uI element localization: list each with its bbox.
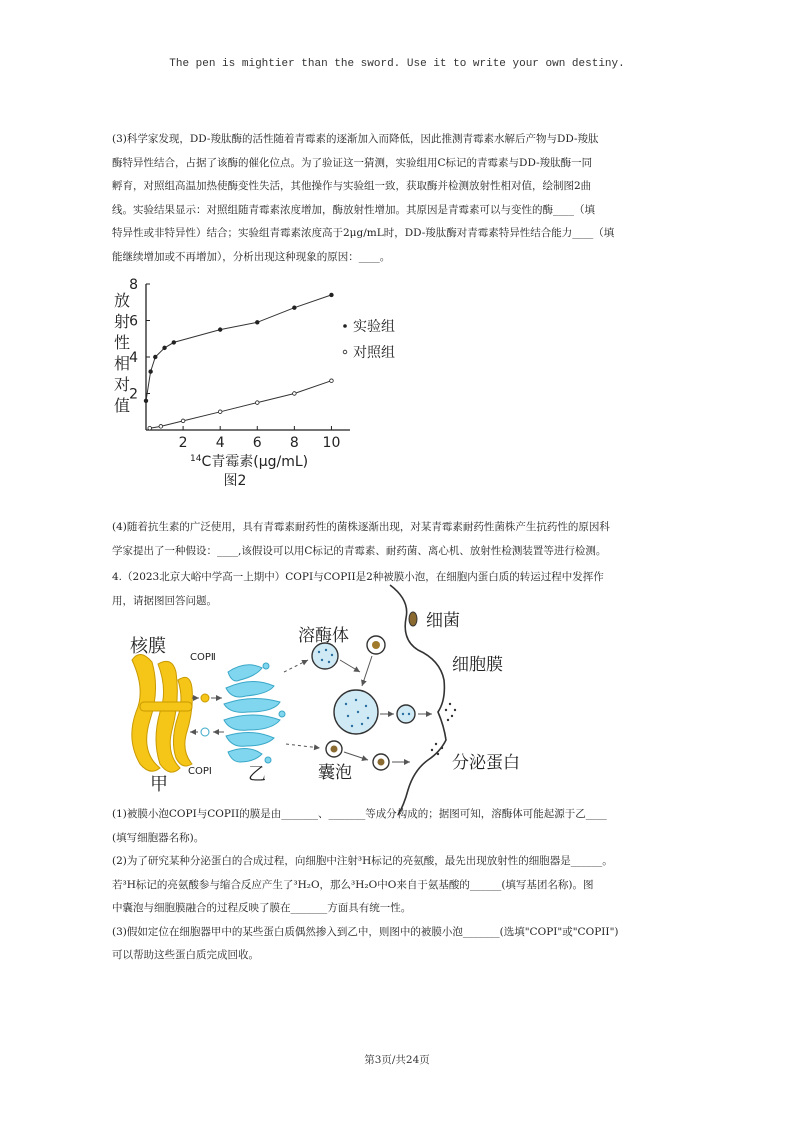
text-line: 线。实验结果显示：对照组随青霉素浓度增加，酶放射性增加。其原因是青霉素可以与变性的酶____（填 [112,203,595,216]
y-axis-label-char: 性 [113,333,131,352]
copI-vesicle [201,728,209,736]
text-line: 特异性或非特异性）结合；实验组青霉素浓度高于2μg/mL时，DD-羧肽酶对青霉素特异性结合能力____（填 [112,227,615,239]
x-tick-label: 10 [322,435,341,451]
x-axis-label-superscript: 14 [190,454,202,464]
lysosome [312,643,338,669]
y-tick-label: 6 [129,313,138,330]
text-line: 孵育，对照组高温加热使酶变性失活，其他操作与实验组一致，获取酶并检测放射性相对值，绘制图2曲 [112,180,592,192]
y-tick-label: 2 [129,386,138,403]
engulfed-bacterium [372,641,380,649]
legend-label-experiment: 实验组 [353,319,395,335]
page-header-motto: The pen is mightier than the sword. Use it to write your own destiny. [169,58,625,70]
arrow [344,752,368,760]
label-bacteria: 细菌 [426,611,460,631]
label-vesicle: 囊泡 [318,763,352,783]
y-axis-label-char: 射 [113,312,131,331]
text-line: 能继续增加或不再增加），分析出现这种现象的原因：____。 [112,250,391,263]
x-tick-label: 6 [252,435,262,451]
legend-label-control: 对照组 [353,345,395,361]
label-copII: COPⅡ [190,652,216,663]
text-line: (3)科学家发现，DD-羧肽酶的活性随着青霉素的逐渐加入而降低，因此推测青霉素水解后产物与DD-羧肽 [112,133,599,145]
label-lysosome: 溶酶体 [298,626,349,646]
residual-body [397,705,415,723]
text-line: 4.（2023北京大峪中学高一上期中）COPI与COPII是2种被膜小泡，在细胞内蛋白质的转运过程中发挥作 [112,571,604,583]
figure-caption: 图2 [223,473,247,489]
y-axis-label-char: 对 [113,375,131,394]
label-cell-membrane: 细胞膜 [452,655,503,675]
arrow [340,660,360,672]
copII-vesicle [201,694,209,702]
dashed-arrow [284,660,308,672]
y-axis-label-char: 放 [113,291,131,310]
page-footer: 第3页/共24页 [364,1054,430,1066]
text-line: (1)被膜小泡COPI与COPII的膜是由_______、_______等成分构成的；据图可知，溶酶体可能起源于乙____ [112,808,607,820]
text-line: 酶特异性结合，占据了该酶的催化位点。为了验证这一猜测，实验组用C标记的青霉素与DD-羧肽酶一同 [112,156,593,169]
x-tick-label: 2 [178,435,188,451]
text-line: (2)为了研究某种分泌蛋白的合成过程，向细胞中注射³H标记的亮氨酸，最先出现放射性的细胞器是______。 [112,855,613,867]
label-nuclear-membrane: 核膜 [130,636,166,657]
text-line: (填写细胞器名称)。 [112,831,205,844]
text-line: (3)假如定位在细胞器甲中的某些蛋白质偶然掺入到乙中，则图中的被膜小泡_______(选填"COPI"或"COPII") [112,925,619,938]
arrow [362,656,372,686]
text-line: 可以帮助这些蛋白质完成回收。 [112,949,259,961]
y-axis-label-char: 相 [113,354,131,373]
text-line: (4)随着抗生素的广泛使用，具有青霉素耐药性的菌株逐渐出现，对某青霉素耐药性菌株产生抗药性的原因科 [112,521,610,533]
bacterium [409,612,417,626]
dashed-arrow [286,744,320,748]
endoplasmic-reticulum-jia [132,654,193,772]
y-tick-label: 8 [129,277,138,293]
golgi-apparatus-yi [224,663,285,763]
text-line: 中囊泡与细胞膜融合的过程反映了膜在_______方面具有统一性。 [112,902,412,914]
x-tick-label: 4 [215,435,225,451]
sub-questions-text [112,803,688,968]
text-line: 用，请据图回答问题。 [112,594,217,607]
text-line: 学家提出了一种假设：____,该假设可以用C标记的青霉素、耐药菌、离心机、放射性检测装置等进行检测。 [112,544,607,557]
label-secreted-protein: 分泌蛋白 [452,753,520,773]
label-yi: 乙 [248,764,266,785]
y-axis-label-char: 值 [113,396,131,415]
label-copI: COPⅠ [188,766,212,777]
x-tick-label: 8 [289,435,299,451]
y-tick-label: 4 [129,350,138,366]
text-line: 若³H标记的亮氨酸参与缩合反应产生了³H₂O，那么³H₂O中O来自于氨基酸的______(填写基团名称)。图 [112,878,594,891]
label-jia: 甲 [150,774,168,795]
x-axis-label-main: C青霉素(μg/mL) [201,454,309,470]
secondary-lysosome [334,690,378,734]
